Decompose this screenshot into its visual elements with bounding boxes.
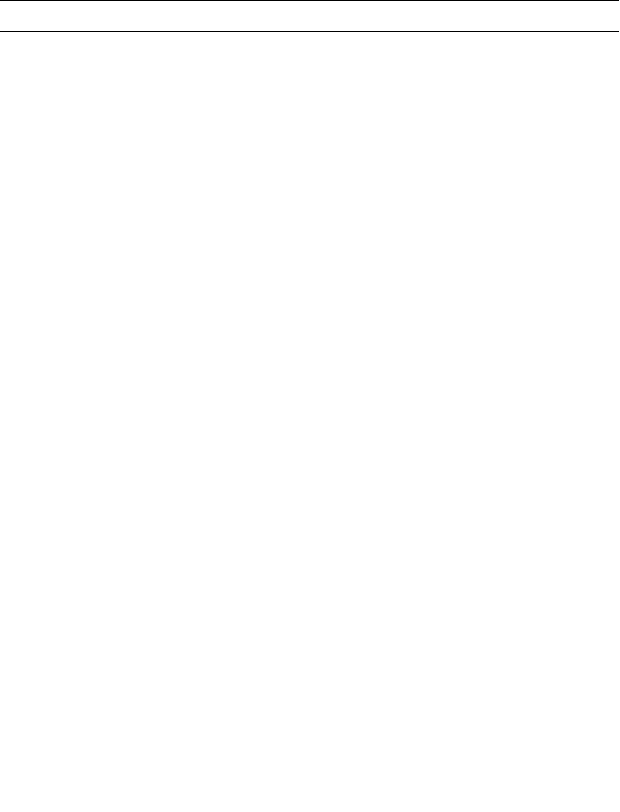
poi-legend-table bbox=[0, 0, 619, 32]
header-no bbox=[0, 1, 61, 32]
header-category bbox=[291, 1, 401, 32]
header-row bbox=[0, 1, 619, 32]
header-class bbox=[401, 1, 532, 32]
header-image bbox=[532, 1, 619, 32]
header-type bbox=[61, 1, 291, 32]
